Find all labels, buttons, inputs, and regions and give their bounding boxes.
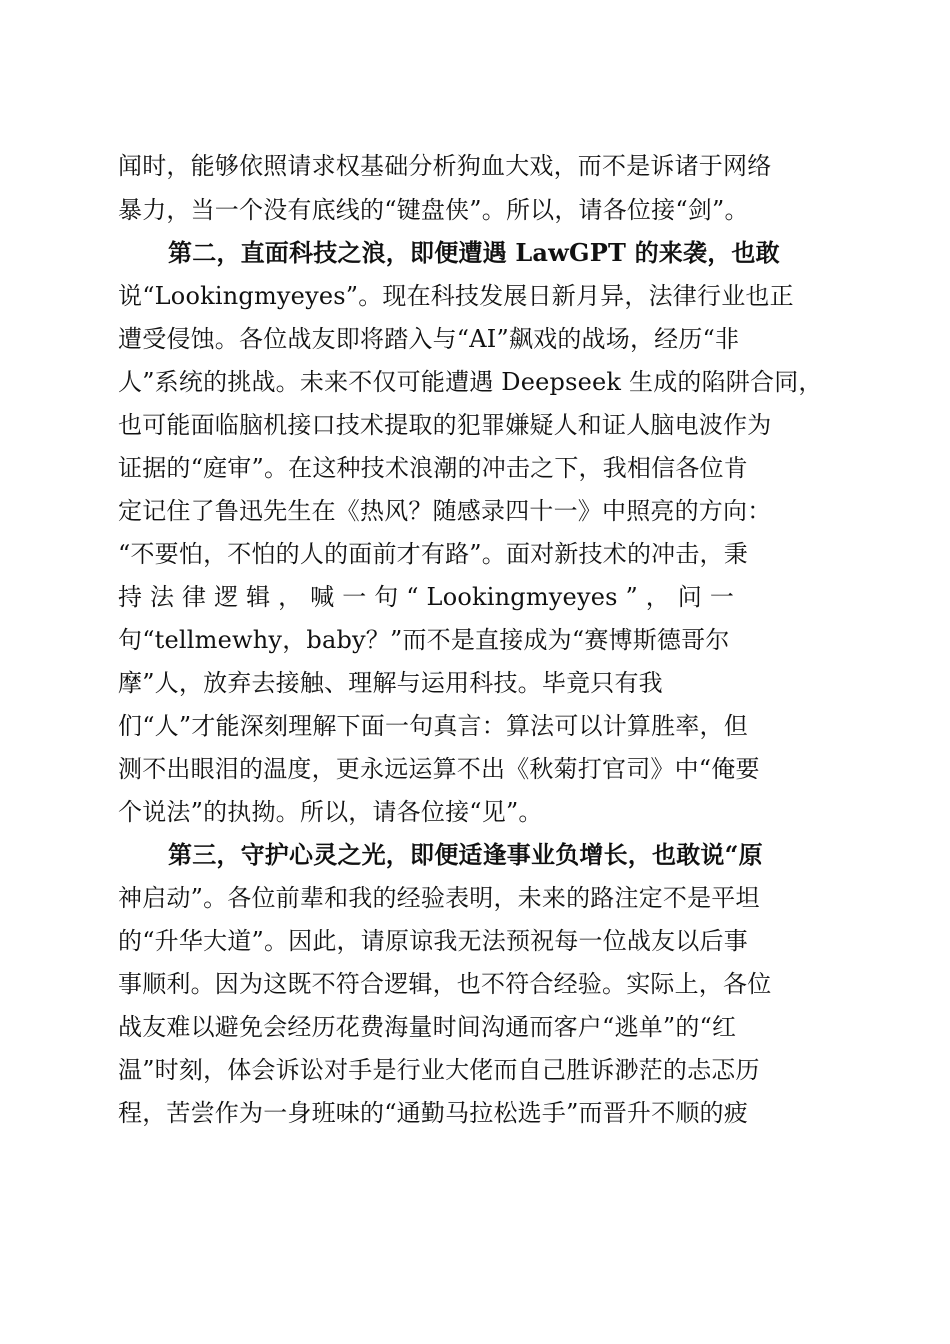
text-line-8: 证据的“庭审”。在这种技术浪潮的冲击之下，我相信各位肯 (118, 454, 748, 482)
text-line-16: 个说法”的执拗。所以，请各位接“见”。 (118, 798, 543, 826)
text-line-18: 神启动”。各位前辈和我的经验表明，未来的路注定不是平坦 (118, 884, 760, 912)
text-line-10: “不要怕，不怕的人的面前才有路”。面对新技术的冲击，秉 (118, 540, 748, 568)
text-line-13: 摩”人，放弃去接触、理解与运用科技。毕竟只有我 (118, 669, 663, 697)
text-line-5: 遭受侵蚀。各位战友即将踏入与“AI”飙戏的战场，经历“非 (118, 325, 740, 353)
text-line-9: 定记住了鲁迅先生在《热风？随感录四十一》中照亮的方向： (118, 497, 772, 525)
text-line-1: 闻时，能够依照请求权基础分析狗血大戏，而不是诉诸于网络 (118, 152, 772, 180)
text-line-4: 说“Lookingmyeyes”。现在科技发展日新月异，法律行业也正 (118, 282, 794, 310)
text-line-22: 温”时刻，体会诉讼对手是行业大佬而自己胜诉渺茫的忐忑历 (118, 1056, 760, 1084)
text-line-20: 事顺利。因为这既不符合逻辑，也不符合经验。实际上，各位 (118, 970, 772, 998)
text-line-12: 句“tellmewhy，baby？”而不是直接成为“赛博斯德哥尔 (118, 626, 730, 654)
text-line-6: 人”系统的挑战。未来不仅可能遭遇 Deepseek 生成的陷阱合同， (118, 368, 823, 396)
text-line-23: 程，苦尝作为一身班味的“通勤马拉松选手”而晋升不顺的疲 (118, 1099, 748, 1127)
text-line-7: 也可能面临脑机接口技术提取的犯罪嫌疑人和证人脑电波作为 (118, 411, 772, 439)
text-line-11: 持 法 律 逻 辑 ， 喊 一 句 “ Lookingmyeyes ” ， 问 一 (118, 583, 735, 611)
text-line-21: 战友难以避免会经历花费海量时间沟通而客户“逃单”的“红 (118, 1013, 737, 1041)
text-line-2: 暴力，当一个没有底线的“键盘侠”。所以，请各位接“剑”。 (118, 196, 749, 224)
section-heading-2: 第二，直面科技之浪，即便遭遇 LawGPT 的来袭，也敢 (168, 238, 780, 267)
section-heading-3: 第三，守护心灵之光，即便适逢事业负增长，也敢说“原 (168, 840, 763, 869)
text-line-15: 测不出眼泪的温度，更永远运算不出《秋菊打官司》中“俺要 (118, 755, 760, 783)
text-line-14: 们“人”才能深刻理解下面一句真言：算法可以计算胜率，但 (118, 712, 748, 740)
text-line-19: 的“升华大道”。因此，请原谅我无法预祝每一位战友以后事 (118, 927, 748, 955)
